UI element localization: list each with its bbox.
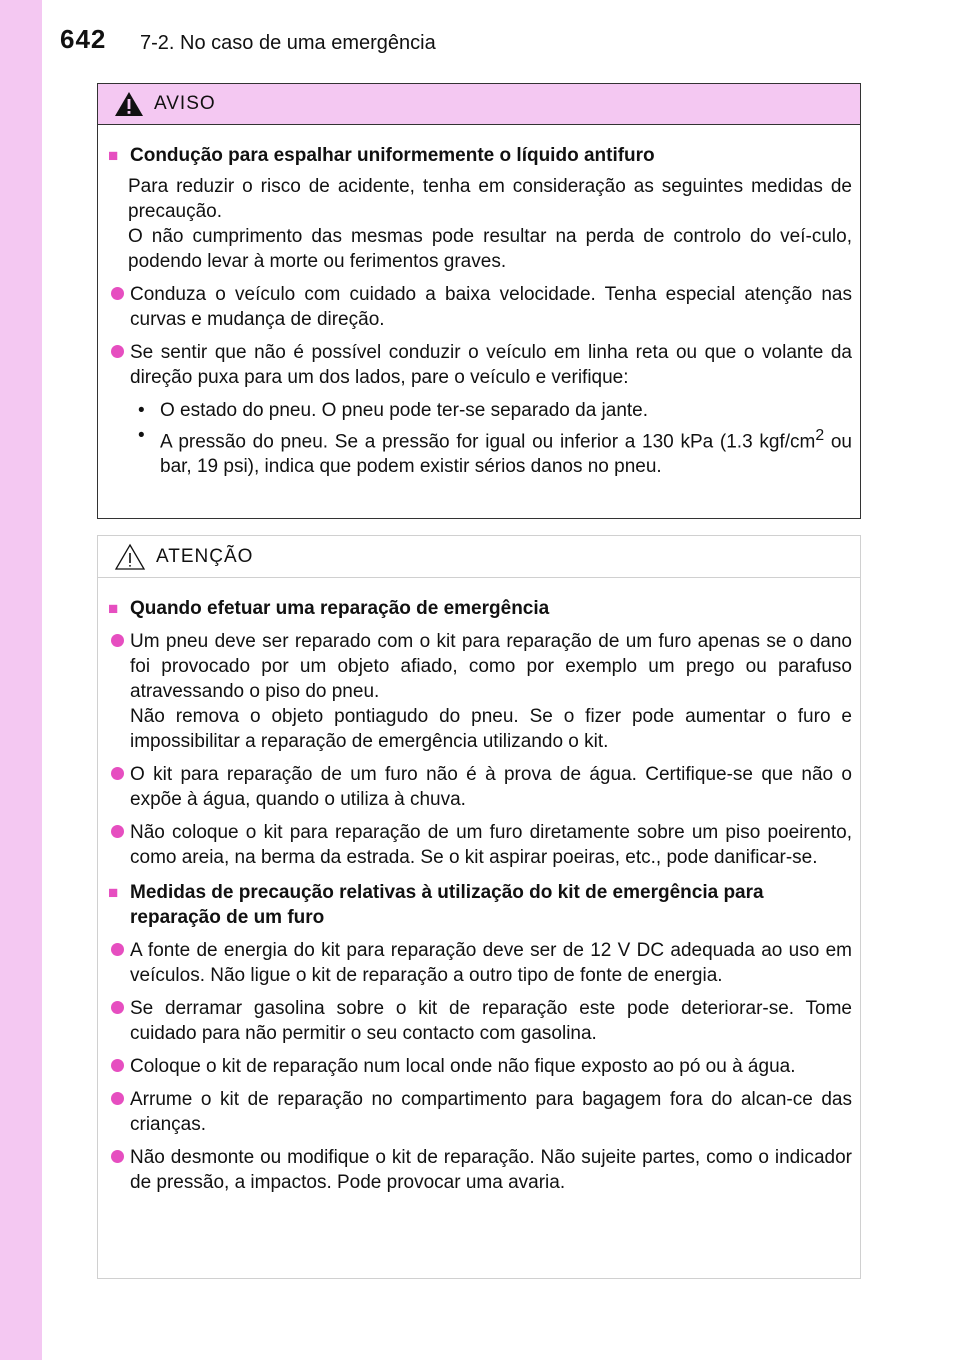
- list-item: [108, 762, 852, 812]
- warning-header: [98, 84, 860, 125]
- caution-title: ATENÇÃO: [156, 545, 254, 567]
- sub-list: [138, 398, 852, 479]
- caution-body: [98, 578, 860, 1195]
- circle-bullet-icon: [108, 1145, 130, 1195]
- circle-bullet-icon: [108, 1054, 130, 1079]
- section-title: 7-2. No caso de uma emergência: [140, 32, 436, 54]
- warning-triangle-icon: [114, 91, 144, 117]
- sub-list-item: • O estado do pneu. O pneu pode ter-se separado da jante.: [138, 400, 649, 421]
- list-item: [108, 1054, 852, 1079]
- circle-bullet-icon: [108, 996, 130, 1046]
- warning-title: AVISO: [154, 93, 216, 114]
- circle-bullet-icon: [108, 1087, 130, 1137]
- warning-body: [98, 125, 860, 479]
- square-bullet-icon: ■: [108, 146, 119, 165]
- page-edge-tab: [0, 0, 42, 1360]
- list-item: [108, 820, 852, 870]
- paragraph: Coloque o kit de reparação num local onde não fique exposto ao pó ou à água.: [130, 1056, 796, 1077]
- paragraph: Não remova o objeto pontiagudo do pneu. Se o fizer pode aumentar o furo e impossibilitar a reparação de emergência utilizando o kit.: [130, 706, 852, 752]
- paragraph: Arrume o kit de reparação no compartimento para bagagem fora do alcan-ce das crianças.: [130, 1089, 852, 1135]
- circle-bullet-icon: [108, 820, 130, 870]
- paragraph: O kit para reparação de um furo não é à prova de água. Certifique-se que não o expõe à água, quando o utiliza à chuva.: [130, 764, 852, 810]
- paragraph: Não coloque o kit para reparação de um furo diretamente sobre um piso poeirento, como areia, na berma da estrada. Se o kit aspirar poeiras, etc., pode danificar-se.: [130, 822, 852, 868]
- list-item: [108, 1145, 852, 1195]
- paragraph: Não desmonte ou modifique o kit de reparação. Não sujeite partes, como o indicador de pressão, a impactos. Pode provocar uma avaria.: [130, 1147, 852, 1193]
- section-heading: ■ Medidas de precaução relativas à utilização do kit de emergência para reparação de um furo: [108, 882, 764, 928]
- list-item: [108, 938, 852, 988]
- circle-bullet-icon: [108, 762, 130, 812]
- section-heading: ■ Quando efetuar uma reparação de emergência: [108, 598, 550, 619]
- paragraph: O não cumprimento das mesmas pode resultar na perda de controlo do veí-culo, podendo levar à morte ou ferimentos graves.: [128, 226, 852, 272]
- circle-bullet-icon: [108, 282, 130, 332]
- page-number: 642: [60, 24, 107, 54]
- caution-triangle-icon: [114, 543, 146, 571]
- circle-bullet-icon: [108, 938, 130, 988]
- circle-bullet-icon: [108, 340, 130, 390]
- caution-header: [98, 536, 860, 578]
- warning-box: [97, 83, 861, 519]
- section-heading: ■ Condução para espalhar uniformemente o líquido antifuro: [108, 145, 655, 166]
- sub-list-item: • A pressão do pneu. Se a pressão for igual ou inferior a 130 kPa (1.3 kgf/$cm^2$ ou bar, 19 psi), indica que podem existir sérios danos no pneu.: [138, 425, 852, 478]
- paragraph: Um pneu deve ser reparado com o kit para reparação de um furo apenas se o dano foi provocado por um objeto afiado, como por exemplo um prego ou parafuso atravessando o piso do pneu.: [130, 631, 852, 702]
- list-item: [108, 996, 852, 1046]
- paragraph: Se derramar gasolina sobre o kit de reparação este pode deteriorar-se. Tome cuidado para não permitir o seu contacto com gasolina.: [130, 998, 852, 1044]
- square-bullet-icon: ■: [108, 599, 119, 618]
- paragraph: Para reduzir o risco de acidente, tenha em consideração as seguintes medidas de precaução.: [128, 176, 852, 222]
- caution-box: [97, 535, 861, 1279]
- list-item: [108, 1087, 852, 1137]
- circle-bullet-icon: [108, 629, 130, 754]
- square-bullet-icon: ■: [108, 883, 119, 902]
- list-item: Se sentir que não é possível conduzir o veículo em linha reta ou que o volante da direção puxa para um dos lados, pare o veículo e verifique:: [108, 340, 852, 390]
- list-item: Conduza o veículo com cuidado a baixa velocidade. Tenha especial atenção nas curvas e mudança de direção.: [108, 282, 852, 332]
- paragraph: A fonte de energia do kit para reparação deve ser de 12 V DC adequada ao uso em veículos. Não ligue o kit de reparação a outro tipo de fonte de energia.: [130, 940, 852, 986]
- list-item: [108, 629, 852, 754]
